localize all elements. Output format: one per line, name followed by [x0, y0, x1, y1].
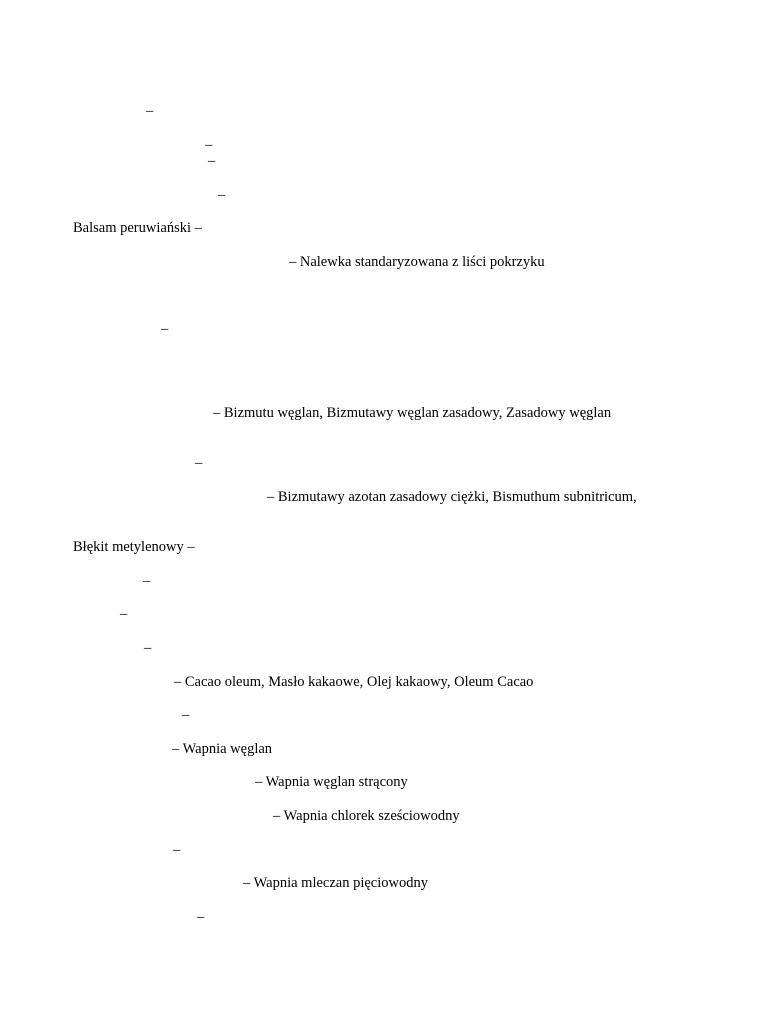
text-line: – Wapnia węglan — [172, 741, 273, 757]
text-line: – Wapnia mleczan pięciowodny — [243, 875, 428, 891]
text-line: – Wapnia chlorek sześciowodny — [273, 808, 460, 824]
text-line: – — [120, 606, 128, 622]
text-line: – — [208, 153, 216, 169]
text-line: Balsam peruwiański – — [73, 220, 202, 236]
text-line: – — [182, 707, 190, 723]
text-line: – — [205, 137, 213, 153]
text-line: – — [144, 640, 152, 656]
text-line: – Nalewka standaryzowana z liści pokrzyku — [289, 254, 545, 270]
text-line: – Bizmutawy azotan zasadowy ciężki, Bismuthum subnitricum, — [267, 489, 637, 505]
text-line: – — [197, 909, 205, 925]
text-line: – Wapnia węglan strącony — [255, 774, 408, 790]
text-line: – — [143, 573, 151, 589]
text-line: – Bizmutu węglan, Bizmutawy węglan zasadowy, Zasadowy węglan — [213, 405, 612, 421]
text-line: Błękit metylenowy – — [73, 539, 195, 555]
text-line: – — [195, 455, 203, 471]
text-line: – Cacao oleum, Masło kakaowe, Olej kakaowy, Oleum Cacao — [174, 674, 534, 690]
text-line: – — [161, 321, 169, 337]
text-line: – — [218, 187, 226, 203]
text-line: – — [173, 842, 181, 858]
text-line: – — [146, 103, 154, 119]
